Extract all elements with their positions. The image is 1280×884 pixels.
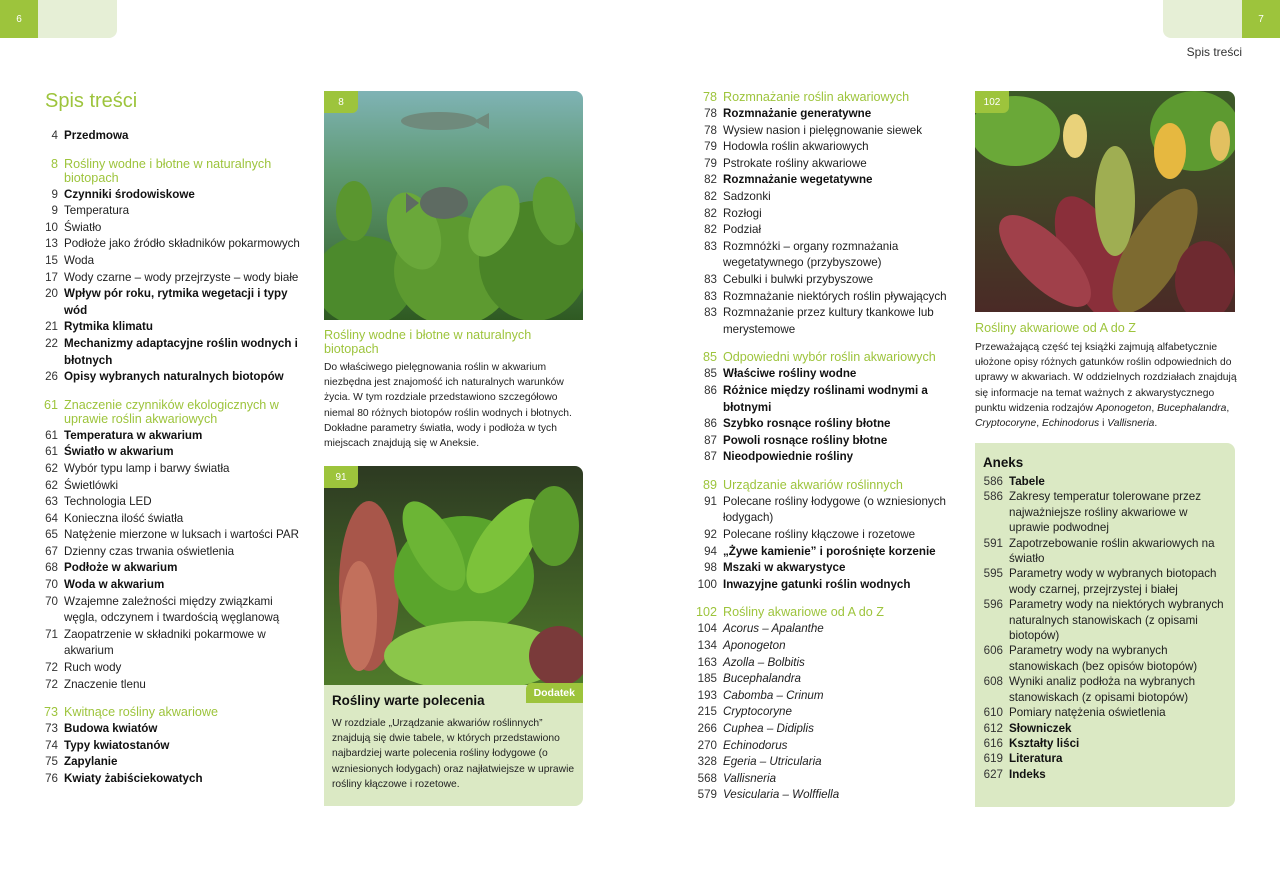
toc-page-number: 85 <box>704 367 717 381</box>
toc-entry-text: Temperatura w akwarium <box>64 428 203 442</box>
toc-entry <box>693 688 955 705</box>
toc-entry-text: Podział <box>723 223 762 237</box>
toc-page-number: 619 <box>983 752 1003 766</box>
toc-title: Spis treści <box>45 90 138 112</box>
toc-entry-text: Mechanizmy adaptacyjne roślin wodnych i błotnych <box>64 336 298 367</box>
photo-plants-a-z <box>975 91 1235 312</box>
toc-entry-text: Woda <box>64 253 95 267</box>
toc-page-number: 70 <box>45 594 58 608</box>
toc-chapter <box>38 398 308 426</box>
feature-text-a-z: Przeważającą część tej książki zajmują alfabetycznie ułożone opisy różnych gatunków roślin odpowiednich do uprawy w akwariach. W oddzielnych rozdziałach znajdują się informacje na temat ważnych z akwarystycznego punktu widzenia rodzajów Aponogeton, Bucephalandra, Cryptocoryne, Echinodorus i Vallisneria. <box>975 342 1237 430</box>
genus-name: Vallisneria <box>1107 418 1155 430</box>
toc-page-number: 13 <box>45 237 58 251</box>
toc-entry <box>693 139 955 156</box>
toc-entry <box>38 627 308 660</box>
toc-entry <box>975 536 1227 567</box>
toc-entry <box>38 494 308 511</box>
toc-entry <box>38 721 308 738</box>
feature-box-recommended <box>324 685 583 806</box>
toc-entry-text: Temperatura <box>64 204 130 218</box>
toc-page-number: 65 <box>45 528 58 542</box>
toc-entry <box>38 577 308 594</box>
toc-entry <box>693 449 955 466</box>
toc-page-number: 82 <box>704 206 717 220</box>
toc-entry-text: Konieczna ilość światła <box>64 511 184 525</box>
toc-entry <box>975 489 1227 535</box>
genus-name: Echinodorus <box>1041 418 1100 430</box>
toc-page-number: 87 <box>704 450 717 464</box>
toc-entry-text: Typy kwiatostanów <box>64 738 170 752</box>
page-tab-right <box>1163 0 1280 38</box>
feature-text-biotopes: Do właściwego pielęgnowania roślin w akwarium niezbędna jest znajomość ich naturalnych warunków życia. W tym rozdziale przedstawiono szczegółowo niemal 80 różnych biotopów roślin wodnych i błotnych. Dokładne parametry światła, wody i podłoża w tych miejscach znajdują się w Aneksie. <box>324 362 572 450</box>
toc-entry-text: Wzajemne zależności między związkami węgla, odczynem i twardością węglanową <box>64 594 280 625</box>
toc-page-number: 73 <box>43 705 58 720</box>
toc-chapter <box>38 705 308 719</box>
feature-text-recommended: W rozdziale „Urządzanie akwariów roślinnych” znajdują się dwie tabele, w których przedstawiono najbardziej warte polecenia rośliny łodygowe (o wzniesionych łodygach) oraz najłatwiejsze w uprawie rośliny kłączowe i rozetowe. <box>332 718 575 790</box>
toc-entry-text: Hodowla roślin akwariowych <box>723 140 869 154</box>
toc-entry <box>693 494 955 527</box>
toc-page-number: 568 <box>697 771 717 785</box>
toc-entry <box>38 527 308 544</box>
appendix-title: Aneks <box>983 455 1024 470</box>
toc-page-number: 83 <box>704 239 717 253</box>
toc-page-number: 67 <box>45 544 58 558</box>
toc-page-number: 73 <box>45 722 58 736</box>
toc-entry-text: Cabomba – Crinum <box>723 688 824 702</box>
toc-entry-text: Vesicularia – Wolffiella <box>723 788 840 802</box>
toc-chapter <box>693 605 955 619</box>
toc-entry <box>693 206 955 223</box>
toc-page-number: 68 <box>45 561 58 575</box>
toc-entry-text: Właściwe rośliny wodne <box>723 367 857 381</box>
toc-page-number: 62 <box>45 461 58 475</box>
toc-page-number: 104 <box>697 622 717 636</box>
toc-entry <box>975 474 1227 489</box>
toc-entry <box>693 189 955 206</box>
toc-entry <box>693 655 955 672</box>
toc-page-number: 328 <box>697 755 717 769</box>
toc-page-number: 579 <box>697 788 717 802</box>
toc-page-number: 78 <box>704 123 717 137</box>
toc-entry-text: „Żywe kamienie” i porośnięte korzenie <box>723 544 936 558</box>
toc-entry-text: Rozmnażanie niektórych roślin pływających <box>723 289 947 303</box>
toc-entry <box>38 478 308 495</box>
toc-page-number: 26 <box>45 370 58 384</box>
toc-entry-text: Egeria – Utricularia <box>723 755 822 769</box>
toc-entry-text: Kwitnące rośliny akwariowe <box>64 705 218 720</box>
toc-entry-text: Odpowiedni wybór roślin akwariowych <box>723 350 936 365</box>
toc-entry-text: Natężenie mierzone w luksach i wartości PAR <box>64 528 299 542</box>
toc-page-number: 62 <box>45 478 58 492</box>
toc-entry-text: Parametry wody w wybranych biotopach wody czarnej, przejrzystej i białej <box>1009 567 1217 596</box>
page-tab-left <box>0 0 117 38</box>
toc-page-number: 102 <box>695 605 717 620</box>
toc-entry-text: Vallisneria <box>723 771 777 785</box>
toc-entry <box>693 638 955 655</box>
page-number-right: 7 <box>1242 0 1280 38</box>
toc-entry <box>693 560 955 577</box>
toc-page-number: 266 <box>697 722 717 735</box>
toc-entry-text: Kwiaty żabiściekowatych <box>64 772 203 785</box>
toc-page-number: 4 <box>51 129 58 142</box>
toc-chapter <box>693 478 955 492</box>
toc-page-number: 75 <box>45 755 58 769</box>
toc-page-number: 61 <box>45 445 58 459</box>
toc-entry-text: Technologia LED <box>64 495 152 509</box>
toc-entry <box>38 461 308 478</box>
genus-name: Bucephalandra <box>1157 402 1227 414</box>
feature-title-recommended: Rośliny warte polecenia <box>332 693 485 708</box>
toc-entry-text: Podłoże jako źródło składników pokarmowych <box>64 237 300 251</box>
toc-page-number: 83 <box>704 306 717 320</box>
toc-entry-text: Słowniczek <box>1009 721 1072 735</box>
toc-page-number: 82 <box>704 189 717 203</box>
toc-entry <box>693 527 955 544</box>
toc-entry <box>975 674 1227 705</box>
toc-page-number: 9 <box>51 187 58 201</box>
toc-page-number: 185 <box>697 672 717 686</box>
toc-entry <box>38 270 308 287</box>
toc-entry <box>693 787 955 804</box>
page-badge: 102 <box>975 91 1009 113</box>
toc-entry-text: Podłoże w akwarium <box>64 561 178 575</box>
toc-page-number: 591 <box>983 536 1003 550</box>
toc-page-number: 86 <box>704 417 717 431</box>
toc-entry <box>975 705 1227 720</box>
toc-entry-text: Parametry wody na niektórych wybranych naturalnych stanowiskach (z opisami biotopów) <box>1009 598 1224 643</box>
toc-entry <box>38 319 308 336</box>
toc-entry-text: Cryptocoryne <box>723 705 792 719</box>
toc-entry <box>38 236 308 253</box>
toc-entry <box>38 754 308 771</box>
toc-entry <box>693 544 955 561</box>
toc-page-number: 608 <box>983 675 1003 689</box>
toc-entry <box>975 721 1227 736</box>
toc-entry-text: Rozłogi <box>723 206 762 220</box>
toc-page-number: 82 <box>704 223 717 237</box>
toc-page-number: 100 <box>697 577 717 591</box>
toc-entry <box>38 253 308 270</box>
toc-page-number: 74 <box>45 738 58 752</box>
toc-entry-text: Światło w akwarium <box>64 445 174 459</box>
toc-page-number: 91 <box>704 494 717 508</box>
toc-page-number: 92 <box>704 528 717 542</box>
toc-page-number: 61 <box>43 397 58 412</box>
toc-page-number: 9 <box>51 204 58 218</box>
toc-entry <box>693 156 955 173</box>
toc-page-number: 76 <box>45 772 58 785</box>
toc-entry-text: Rozmnażanie roślin akwariowych <box>723 90 910 104</box>
toc-page-number: 71 <box>45 627 58 641</box>
toc-page-number: 21 <box>45 320 58 334</box>
genus-name: Cryptocoryne <box>975 418 1037 430</box>
toc-entry-text: Acorus – Apalanthe <box>723 622 824 636</box>
toc-entry <box>693 671 955 688</box>
toc-entry-text: Świetlówki <box>64 478 119 492</box>
toc-entry-text: Pomiary natężenia oświetlenia <box>1009 706 1166 720</box>
toc-entry-text: Literatura <box>1009 752 1063 766</box>
conjunction: i <box>1102 418 1105 430</box>
toc-entry-text: Rozmnóżki – organy rozmnażania wegetatywnego (przybyszowe) <box>723 239 899 270</box>
toc-page-number: 134 <box>697 639 717 653</box>
toc-entry-text: Polecane rośliny łodygowe (o wzniesionych łodygach) <box>723 494 946 525</box>
toc-entry <box>693 239 955 272</box>
toc-entry-text: Wysiew nasion i pielęgnowanie siewek <box>723 123 923 137</box>
toc-entry-text: Bucephalandra <box>723 672 801 686</box>
toc-entry-text: Rozmnażanie wegetatywne <box>723 173 873 187</box>
toc-page-number: 78 <box>702 90 717 104</box>
toc-chapter <box>693 90 955 104</box>
toc-page-number: 596 <box>983 598 1003 612</box>
appendix-box <box>975 443 1235 807</box>
toc-page-number: 64 <box>45 511 58 525</box>
toc-entry <box>38 511 308 528</box>
toc-entry-text: Budowa kwiatów <box>64 722 158 736</box>
toc-entry <box>975 736 1227 751</box>
toc-entry <box>975 566 1227 597</box>
toc-entry <box>975 751 1227 766</box>
toc-page-number: 270 <box>697 738 717 752</box>
toc-entry-text: Wpływ pór roku, rytmika wegetacji i typy wód <box>64 287 288 317</box>
toc-entry <box>38 738 308 755</box>
toc-entry-text: Różnice między roślinami wodnymi a błotnymi <box>723 383 928 414</box>
appendix-list <box>975 474 1227 782</box>
toc-page-number: 85 <box>702 350 717 365</box>
toc-entry <box>38 544 308 561</box>
toc-entry <box>693 222 955 239</box>
toc-entry-text: Znaczenie tlenu <box>64 677 146 691</box>
toc-page-number: 83 <box>704 289 717 303</box>
toc-page-number: 79 <box>704 140 717 154</box>
toc-entry-text: Czynniki środowiskowe <box>64 187 195 201</box>
toc-page-number: 15 <box>45 253 58 267</box>
toc-entry-text: Aponogeton <box>723 639 786 653</box>
toc-page-number: 610 <box>983 706 1003 720</box>
toc-entry-text: Echinodorus <box>723 738 788 752</box>
toc-page-number: 72 <box>45 661 58 675</box>
toc-entry-text: Azolla – Bolbitis <box>723 655 805 669</box>
toc-page-number: 70 <box>45 578 58 592</box>
toc-entry-text: Indeks <box>1009 767 1046 781</box>
toc-entry-text: Zaopatrzenie w składniki pokarmowe w akwarium <box>64 627 266 658</box>
toc-entry-text: Znaczenie czynników ekologicznych w uprawie roślin akwariowych <box>64 397 279 426</box>
toc-page-number: 89 <box>702 477 717 492</box>
toc-entry <box>693 172 955 189</box>
toc-page-number: 215 <box>697 705 717 719</box>
toc-entry-text: Przedmowa <box>64 129 129 142</box>
toc-entry-text: Rytmika klimatu <box>64 320 153 334</box>
toc-entry-text: Rośliny akwariowe od A do Z <box>723 605 885 620</box>
photo-recommended-plants <box>324 466 583 685</box>
toc-entry <box>975 643 1227 674</box>
toc-page-number: 586 <box>983 475 1003 488</box>
toc-entry-text: Światło <box>64 220 102 234</box>
page-number-left: 6 <box>0 0 38 38</box>
toc-entry <box>38 660 308 677</box>
toc-page-number: 612 <box>983 721 1003 735</box>
toc-page-number: 22 <box>45 336 58 350</box>
toc-entry <box>693 383 955 416</box>
toc-entry <box>38 286 308 319</box>
toc-entry-text: Kształty liści <box>1009 736 1080 750</box>
toc-page-number: 193 <box>697 688 717 702</box>
toc-entry <box>693 305 955 338</box>
toc-entry-text: Rozmnażanie generatywne <box>723 107 872 120</box>
toc-entry <box>693 106 955 123</box>
toc-entry-text: Wybór typu lamp i barwy światła <box>64 461 230 475</box>
toc-entry <box>38 677 308 694</box>
toc-entry-text: Mszaki w akwarystyce <box>723 561 846 575</box>
toc-page-number: 606 <box>983 644 1003 658</box>
toc-column-right <box>693 90 955 804</box>
toc-entry-text: Zapylanie <box>64 755 118 769</box>
toc-page-number: 627 <box>983 767 1003 781</box>
toc-entry <box>38 203 308 220</box>
toc-entry <box>38 369 308 386</box>
toc-column-left <box>38 128 308 788</box>
toc-entry <box>38 771 308 788</box>
toc-entry-text: Polecane rośliny kłączowe i rozetowe <box>723 528 916 542</box>
toc-entry-text: Tabele <box>1009 475 1045 488</box>
toc-page-number: 94 <box>704 544 717 558</box>
toc-entry <box>693 433 955 450</box>
toc-entry-text: Woda w akwarium <box>64 578 165 592</box>
toc-page-number: 79 <box>704 156 717 170</box>
toc-entry-text: Sadzonki <box>723 189 771 203</box>
toc-entry <box>693 771 955 788</box>
toc-entry-text: Pstrokate rośliny akwariowe <box>723 156 867 170</box>
toc-entry-text: Parametry wody na wybranych stanowiskach (bez opisów biotopów) <box>1009 644 1198 673</box>
toc-entry <box>38 594 308 627</box>
toc-entry-text: Cebulki i bulwki przybyszowe <box>723 272 874 286</box>
toc-entry <box>38 444 308 461</box>
toc-page-number: 163 <box>697 655 717 669</box>
toc-entry-text: Opisy wybranych naturalnych biotopów <box>64 370 284 384</box>
toc-page-number: 17 <box>45 270 58 284</box>
toc-entry-text: Rozmnażanie przez kultury tkankowe lub merystemowe <box>723 306 934 336</box>
toc-entry-text: Nieodpowiednie rośliny <box>723 450 854 464</box>
toc-entry <box>38 336 308 369</box>
toc-page-number: 586 <box>983 490 1003 504</box>
feature-text-a-z-main: Przeważającą część tej książki zajmują alfabetycznie ułożone opisy różnych gatunków roślin odpowiednich do uprawy w akwariach. W oddzielnych rozdziałach znajdują się informacje na temat ważnych z akwarystycznego punktu widzenia rodzajów <box>975 342 1237 414</box>
photo-natural-biotope <box>324 91 583 320</box>
toc-entry <box>693 704 955 721</box>
toc-page-number: 87 <box>704 433 717 447</box>
toc-entry-text: Ruch wody <box>64 661 122 675</box>
toc-page-number: 595 <box>983 567 1003 581</box>
toc-page-number: 61 <box>45 428 58 442</box>
toc-entry <box>693 416 955 433</box>
toc-page-number: 8 <box>50 156 58 171</box>
toc-entry-text: Dzienny czas trwania oświetlenia <box>64 544 235 558</box>
toc-page-number: 86 <box>704 383 717 397</box>
toc-page-number: 63 <box>45 495 58 509</box>
toc-page-number: 20 <box>45 287 58 301</box>
toc-page-number: 82 <box>704 173 717 187</box>
page-badge: 91 <box>324 466 358 488</box>
toc-entry <box>38 220 308 237</box>
toc-entry <box>693 738 955 755</box>
toc-entry-text: Szybko rosnące rośliny błotne <box>723 417 891 431</box>
toc-entry <box>38 428 308 445</box>
running-head: Spis treści <box>1186 45 1242 59</box>
feature-title-biotopes: Rośliny wodne i błotne w naturalnych biotopach <box>324 328 532 356</box>
genus-name: Aponogeton <box>1095 402 1152 414</box>
appendix-tag: Dodatek <box>526 683 583 703</box>
toc-entry <box>693 577 955 594</box>
toc-entry-text: Powoli rosnące rośliny błotne <box>723 433 888 447</box>
toc-page-number: 72 <box>45 677 58 691</box>
toc-entry <box>693 123 955 140</box>
toc-entry-text: Wody czarne – wody przejrzyste – wody białe <box>64 270 299 284</box>
toc-entry-text: Inwazyjne gatunki roślin wodnych <box>723 577 911 591</box>
toc-page-number: 10 <box>45 220 58 234</box>
toc-entry <box>38 187 308 204</box>
toc-entry <box>693 289 955 306</box>
toc-entry-text: Rośliny wodne i błotne w naturalnych biotopach <box>64 156 272 185</box>
toc-entry-text: Zakresy temperatur tolerowane przez najważniejsze rośliny akwariowe w uprawie podwodnej <box>1009 490 1202 535</box>
toc-entry <box>975 767 1227 782</box>
toc-chapter <box>38 157 308 185</box>
toc-entry <box>693 754 955 771</box>
toc-page-number: 616 <box>983 736 1003 750</box>
toc-chapter <box>693 350 955 364</box>
toc-entry-text: Urządzanie akwariów roślinnych <box>723 477 903 492</box>
toc-entry <box>693 366 955 383</box>
toc-entry-text: Wyniki analiz podłoża na wybranych stanowiskach (z opisami biotopów) <box>1009 675 1196 704</box>
toc-entry <box>38 128 308 145</box>
toc-entry-text: Zapotrzebowanie roślin akwariowych na światło <box>1009 536 1215 566</box>
toc-page-number: 78 <box>704 107 717 120</box>
toc-entry <box>693 721 955 738</box>
toc-entry <box>693 621 955 638</box>
toc-page-number: 83 <box>704 272 717 286</box>
toc-entry <box>693 272 955 289</box>
toc-entry-text: Cuphea – Didiplis <box>723 722 814 735</box>
toc-entry <box>975 597 1227 643</box>
page-badge: 8 <box>324 91 358 113</box>
feature-title-a-z: Rośliny akwariowe od A do Z <box>975 321 1137 335</box>
toc-page-number: 98 <box>704 561 717 575</box>
toc-entry <box>38 560 308 577</box>
